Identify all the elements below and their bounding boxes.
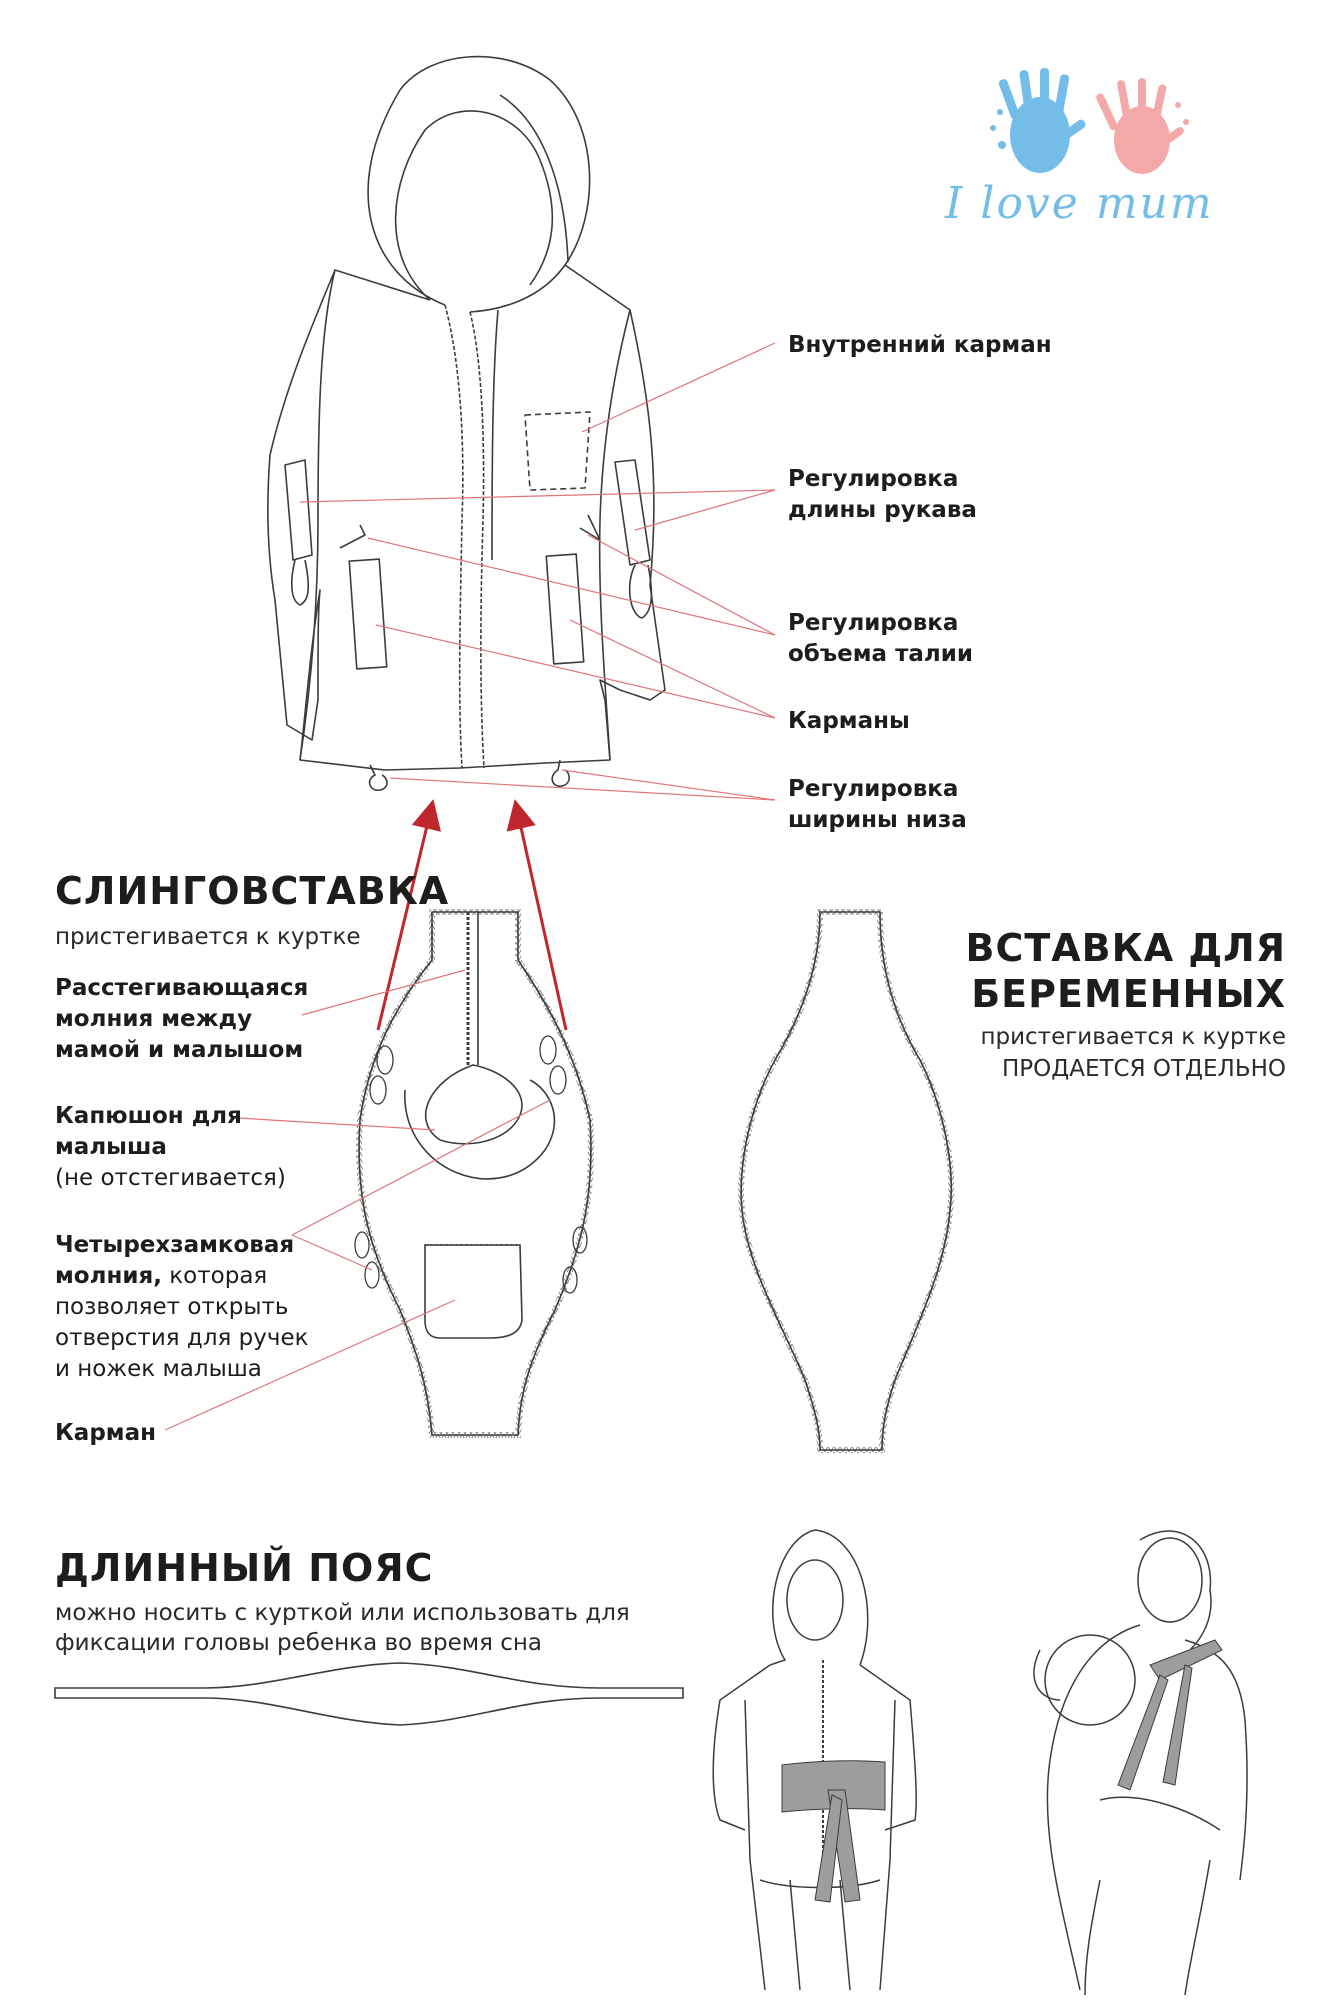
sling-subtitle: пристегивается к куртке bbox=[55, 924, 361, 950]
belt-on-baby bbox=[1118, 1640, 1222, 1790]
logo-text: I love mum bbox=[945, 178, 1214, 229]
belt-title: ДЛИННЫЙ ПОЯС bbox=[55, 1546, 434, 1590]
pregnancy-subtitle: пристегивается к куртке bbox=[980, 1024, 1286, 1050]
pregnancy-note: ПРОДАЕТСЯ ОТДЕЛЬНО bbox=[1001, 1056, 1286, 1082]
label-baby-hood: Капюшон для малыша (не отстегивается) bbox=[55, 1103, 286, 1191]
label-sleeve-adjust: Регулировка длины рукава bbox=[788, 466, 977, 523]
pregnancy-title: ВСТАВКА ДЛЯ БЕРЕМЕННЫХ bbox=[965, 926, 1286, 1016]
sling-title: СЛИНГОВСТАВКА bbox=[55, 869, 450, 913]
woman-baby-figure bbox=[1034, 1531, 1247, 1995]
logo-hands-icon bbox=[990, 68, 1189, 174]
belt-subtitle: можно носить с курткой или использовать для фиксации головы ребенка во время сна bbox=[55, 1600, 630, 1656]
label-waist-adjust: Регулировка объема талии bbox=[788, 610, 973, 667]
belt-drawing bbox=[55, 1663, 683, 1725]
pregnancy-insert-drawing bbox=[741, 912, 951, 1450]
label-hem-adjust: Регулировка ширины низа bbox=[788, 776, 967, 833]
label-inner-pocket: Внутренний карман bbox=[788, 332, 1052, 358]
label-pockets: Карманы bbox=[788, 708, 910, 734]
jacket-drawing bbox=[268, 57, 665, 791]
jacket-callout-lines bbox=[300, 343, 775, 800]
belt-on-woman bbox=[782, 1761, 885, 1902]
woman-belt-figure bbox=[713, 1530, 916, 1990]
label-four-way-zipper: Четырехзамковая молния, которая позволяет открыть отверстия для ручек и ножек малыша bbox=[55, 1232, 309, 1382]
label-zipper: Расстегивающаяся молния между мамой и малышом bbox=[55, 975, 309, 1063]
label-pocket: Карман bbox=[55, 1420, 156, 1446]
